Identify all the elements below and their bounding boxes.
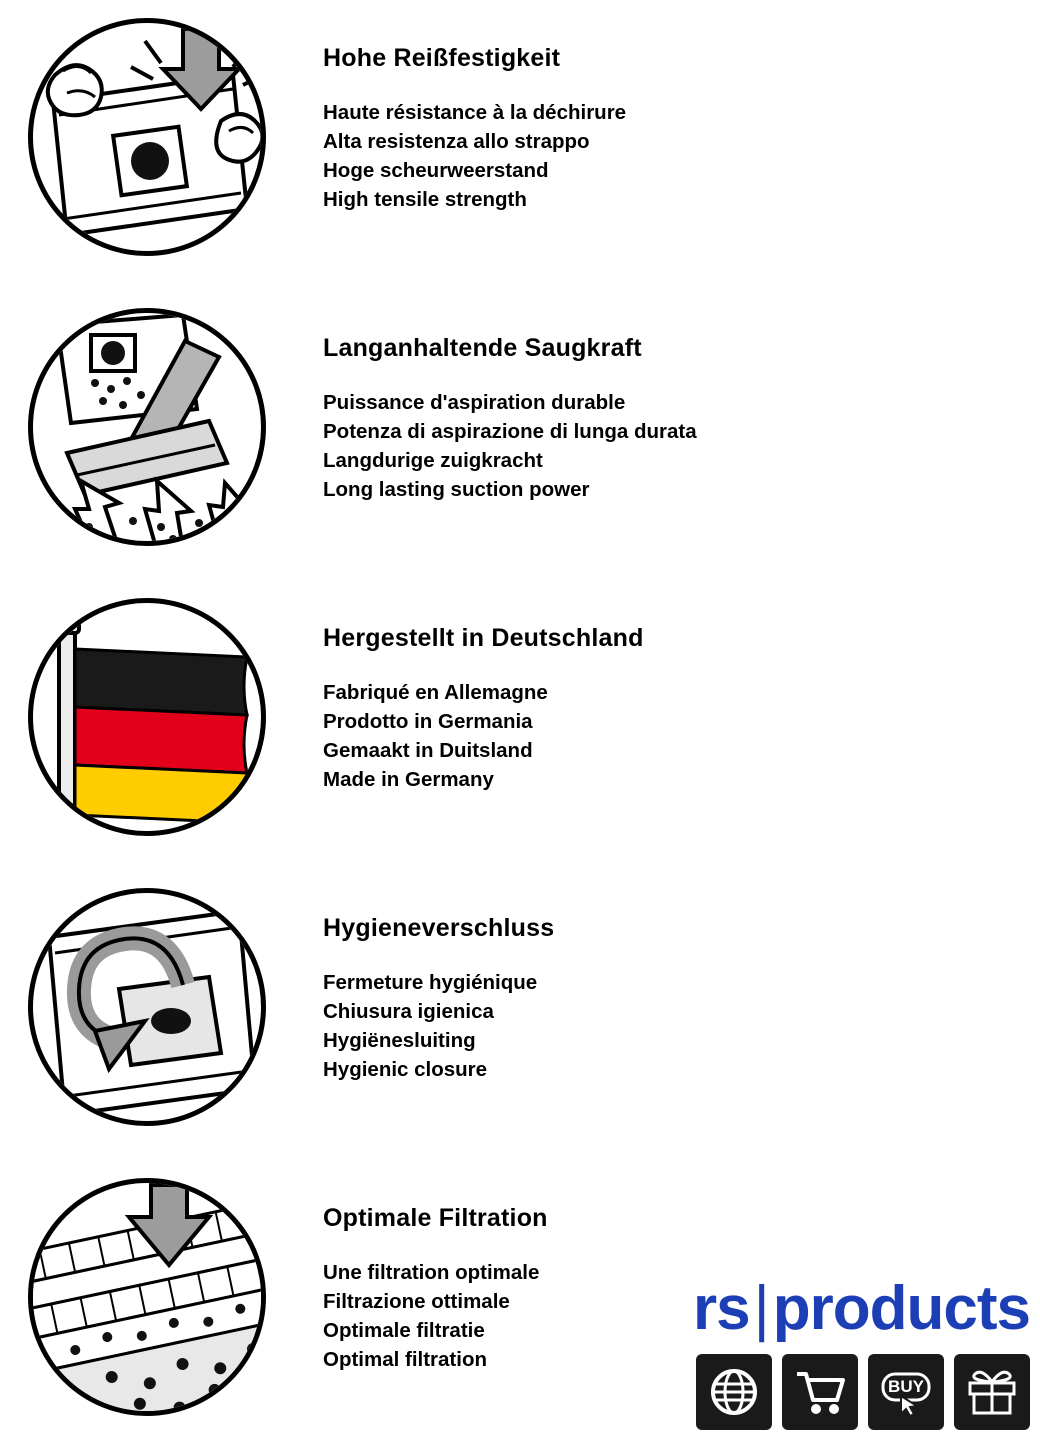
feature-text-block xyxy=(278,580,644,795)
feature-row-suction-power xyxy=(0,290,1040,580)
feature-title: Hygieneverschluss xyxy=(323,914,555,942)
vacuum-nozzle-suction-icon xyxy=(18,298,278,558)
gift-box-icon[interactable] xyxy=(954,1354,1030,1430)
brand-name-first: rs xyxy=(693,1274,750,1343)
feature-line-fr: Une filtration optimale xyxy=(323,1261,540,1284)
feature-line-nl: Gemaakt in Duitsland xyxy=(323,738,533,762)
german-flag-illustration xyxy=(33,603,266,836)
feature-text-block xyxy=(278,1160,548,1375)
brand-separator: | xyxy=(753,1274,769,1343)
hygienic-closure-illustration xyxy=(33,893,266,1126)
feature-text-block xyxy=(278,870,554,1085)
feature-row-made-in-germany xyxy=(0,580,1040,870)
feature-line-nl: Optimale filtratie xyxy=(323,1318,485,1342)
feature-line-nl: Hoge scheurweerstand xyxy=(323,158,549,182)
feature-line-it: Potenza di aspirazione di lunga durata xyxy=(323,419,697,443)
feature-row-tensile-strength xyxy=(0,0,1040,290)
filter-layers-illustration xyxy=(33,1183,266,1416)
feature-text-block xyxy=(278,290,697,505)
feature-title: Hergestellt in Deutschland xyxy=(323,624,644,652)
feature-line-it: Alta resistenza allo strappo xyxy=(323,129,590,153)
feature-line-nl: Hygiënesluiting xyxy=(323,1028,476,1052)
brand-name-second: products xyxy=(772,1274,1030,1343)
globe-icon[interactable] xyxy=(696,1354,772,1430)
torn-bag-hands-illustration xyxy=(33,23,266,256)
torn-bag-hands-icon xyxy=(18,8,278,268)
feature-line-en: Made in Germany xyxy=(323,767,494,791)
feature-line-en: Optimal filtration xyxy=(323,1347,487,1371)
feature-line-fr: Fabriqué en Allemagne xyxy=(323,681,548,704)
feature-line-en: Hygienic closure xyxy=(323,1057,488,1081)
feature-title: Hohe Reißfestigkeit xyxy=(323,44,561,72)
feature-title: Langanhaltende Saugkraft xyxy=(323,334,642,362)
hygienic-closure-icon xyxy=(18,878,278,1138)
vacuum-nozzle-illustration xyxy=(33,313,266,546)
feature-line-it: Chiusura igienica xyxy=(323,999,494,1023)
feature-line-en: High tensile strength xyxy=(323,187,527,211)
feature-line-en: Long lasting suction power xyxy=(323,477,590,501)
buy-label: BUY xyxy=(888,1377,924,1396)
feature-line-nl: Langdurige zuigkracht xyxy=(323,448,543,472)
buy-button-icon[interactable] xyxy=(868,1354,944,1430)
feature-row-hygienic-closure xyxy=(0,870,1040,1160)
shopping-cart-icon[interactable] xyxy=(782,1354,858,1430)
brand-icon-row xyxy=(640,1354,1030,1430)
feature-line-fr: Fermeture hygiénique xyxy=(323,971,538,994)
feature-title: Optimale Filtration xyxy=(323,1204,548,1232)
feature-line-fr: Haute résistance à la déchirure xyxy=(323,101,627,124)
feature-line-it: Filtrazione ottimale xyxy=(323,1289,510,1313)
feature-line-it: Prodotto in Germania xyxy=(323,709,533,733)
filter-layers-icon xyxy=(18,1168,278,1428)
feature-text-block xyxy=(278,0,626,215)
feature-line-fr: Puissance d'aspiration durable xyxy=(323,391,626,414)
brand-block xyxy=(640,1274,1030,1430)
brand-logo xyxy=(640,1274,1030,1343)
german-flag-icon xyxy=(18,588,278,848)
